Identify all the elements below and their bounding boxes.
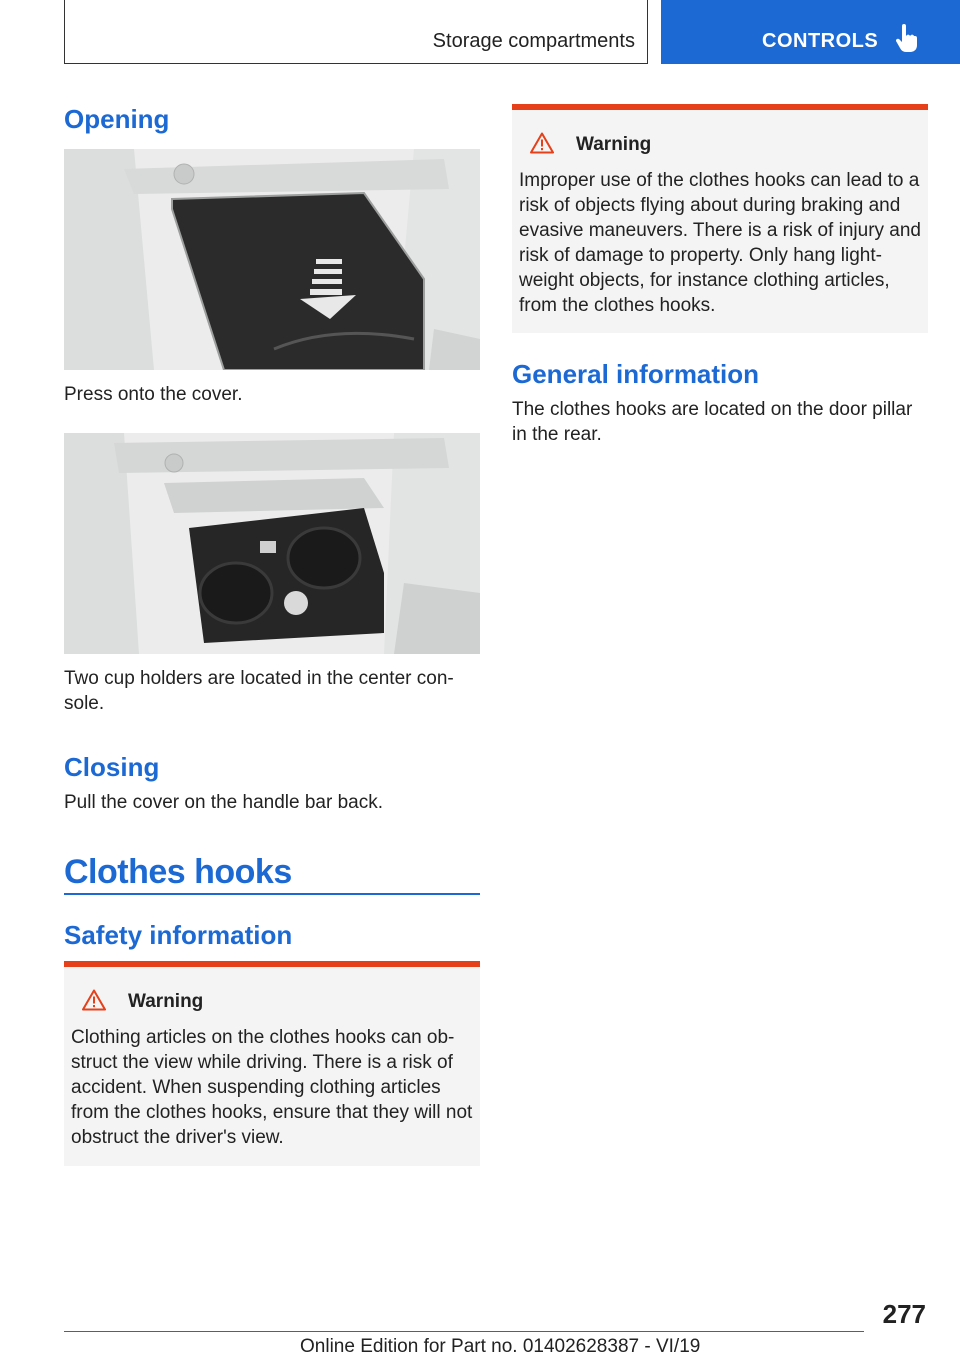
warning-triangle-icon — [82, 989, 106, 1011]
cupholder-caption: Two cup holders are located in the center con-sole. — [64, 668, 454, 714]
general-information-heading: General information — [512, 359, 760, 389]
console-cover-closed-image — [64, 149, 480, 370]
warning-title: Warning — [576, 134, 652, 155]
opening-caption: Press onto the cover. — [64, 384, 243, 405]
clothes-hooks-heading: Clothes hooks — [64, 853, 292, 891]
footer-rule — [64, 1331, 864, 1332]
warning-triangle-icon — [530, 132, 554, 154]
warning-text: Improper use of the clothes hooks can lead to a risk of objects flying about during braking and evasive maneuvers. There is a risk of injury and risk of damage to property. Only hang light-weight objects, for instance clothing articles, from the clothes hooks. — [519, 170, 921, 316]
warning-box-clothing — [64, 961, 480, 1166]
header-tab-label: CONTROLS — [762, 30, 879, 52]
opening-heading: Opening — [64, 104, 170, 134]
safety-information-heading: Safety information — [64, 920, 293, 950]
hand-pointer-icon — [896, 24, 918, 54]
warning-text: Clothing articles on the clothes hooks can ob-struct the view while driving. There is a risk of accident. When suspending clothing articles from the clothes hooks, ensure that they will not obstruct the driver's view. — [71, 1027, 473, 1148]
cup-holders-image — [64, 433, 480, 654]
header-section-title: Storage compartments — [432, 30, 635, 52]
closing-heading: Closing — [64, 752, 160, 782]
closing-text: Pull the cover on the handle bar back. — [64, 792, 383, 813]
warning-box-hooks — [512, 104, 928, 333]
header-controls-tab[interactable] — [661, 0, 960, 64]
footer-edition: Online Edition for Part no. 01402628387 - VI/19 — [300, 1336, 701, 1357]
page-number: 277 — [882, 1299, 926, 1329]
general-information-text: The clothes hooks are located on the door pillar in the rear. — [512, 399, 913, 445]
heading-underline — [64, 893, 480, 895]
warning-title: Warning — [128, 991, 204, 1012]
header-section-box — [64, 0, 648, 64]
